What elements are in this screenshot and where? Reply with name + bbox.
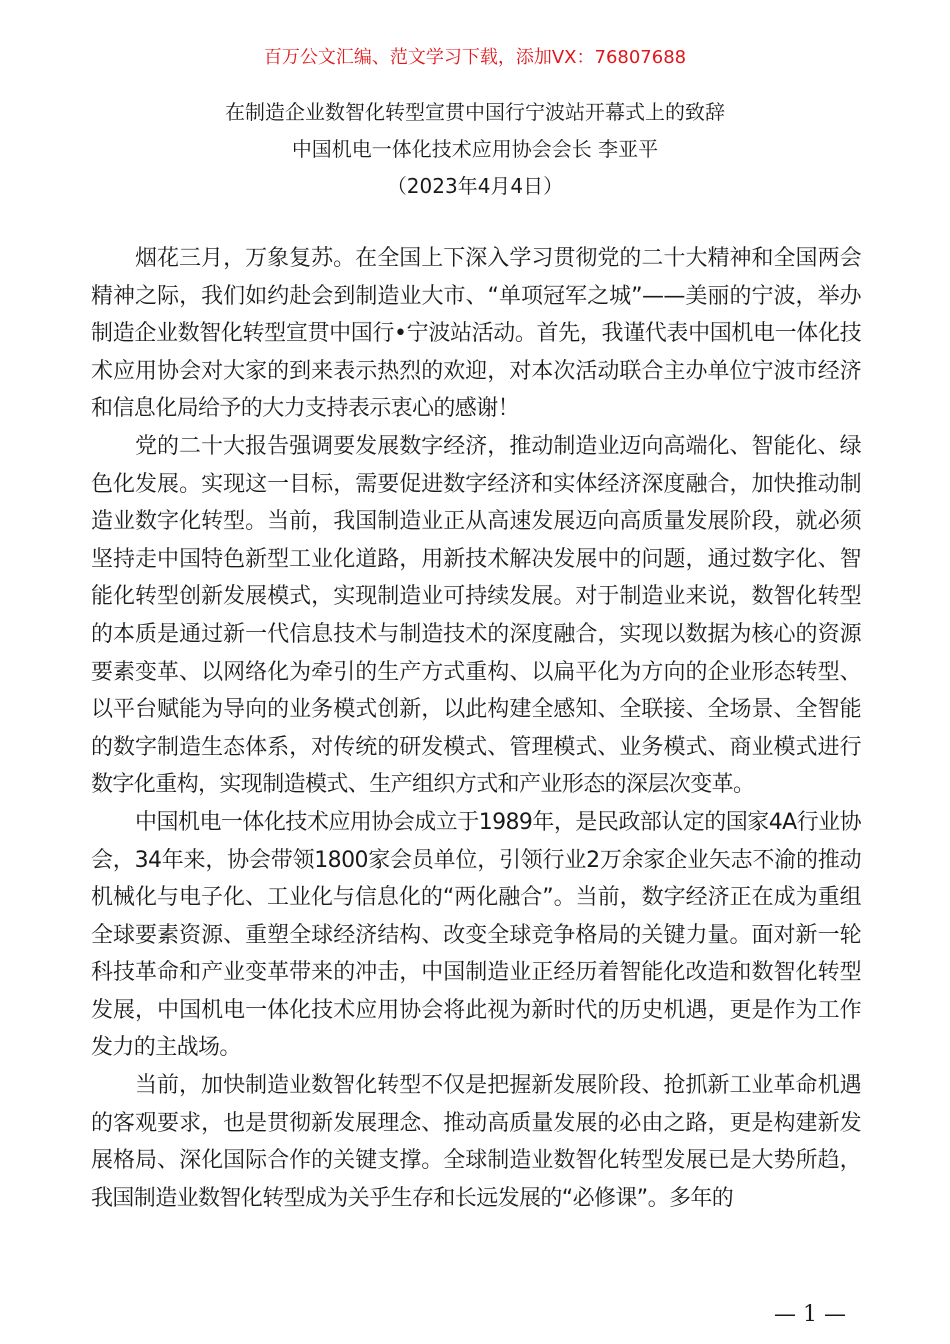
document-title: 在制造企业数智化转型宣贯中国行宁波站开幕式上的致辞	[225, 100, 725, 124]
page-number: — 1 —	[774, 1302, 846, 1327]
paragraph-opening: 烟花三月，万象复苏。在全国上下深入学习贯彻党的二十大精神和全国两会精神之际，我们如约赴会到制造业大市、“单项冠军之城”——美丽的宁波，举办制造企业数智化转型宣贯中国行•宁波站活动。首先，我谨代表中国机电一体化技术应用协会对大家的到来表示热烈的欢迎，对本次活动联合主办单位宁波市经济和信息化局给予的大力支持表示衷心的感谢！	[91, 246, 861, 422]
paragraph-digital-economy: 党的二十大报告强调要发展数字经济，推动制造业迈向高端化、智能化、绿色化发展。实现这一目标，需要促进数字经济和实体经济深度融合，加快推动制造业数字化转型。当前，我国制造业正从高速发展迈向高质量发展阶段，就必须坚持走中国特色新型工业化道路，用新技术解决发展中的问题，通过数字化、智能化转型创新发展模式，实现制造业可持续发展。对于制造业来说，数智化转型的本质是通过新一代信息技术与制造技术的深度融合，实现以数据为核心的资源要素变革、以网络化为牵引的生产方式重构、以扁平化为方向的企业形态转型、以平台赋能为导向的业务模式创新，以此构建全感知、全联接、全场景、全智能的数字制造生态体系，对传统的研发模式、管理模式、业务模式、商业模式进行数字化重构，实现制造模式、生产组织方式和产业形态的深层次变革。	[91, 433, 861, 798]
speaker-line: 中国机电一体化技术应用协会会长 李亚平	[291, 137, 659, 161]
download-banner: 百万公文汇编、范文学习下载，添加VX：76807688	[263, 47, 687, 68]
paragraph-transformation: 当前，加快制造业数智化转型不仅是把握新发展阶段、抢抓新工业革命机遇的客观要求，也是贯彻新发展理念、推动高质量发展的必由之路，更是构建新发展格局、深化国际合作的关键支撑。全球制造业数智化转型发展已是大势所趋，我国制造业数智化转型成为关乎生存和长远发展的“必修课”。多年的	[91, 1073, 861, 1211]
speech-body	[91, 240, 861, 1217]
paragraph-association: 中国机电一体化技术应用协会成立于1989年，是民政部认定的国家4A行业协会，34年来，协会带领1800家会员单位，引领行业2万余家企业矢志不渝的推动机械化与电子化、工业化与信息化的“两化融合”。当前，数字经济正在成为重组全球要素资源、重塑全球经济结构、改变全球竞争格局的关键力量。面对新一轮科技革命和产业变革带来的冲击，中国制造业正经历着智能化改造和数智化转型发展，中国机电一体化技术应用协会将此视为新时代的历史机遇，更是作为工作发力的主战场。	[91, 809, 861, 1061]
speech-date: （2023年4月4日）	[386, 174, 564, 198]
